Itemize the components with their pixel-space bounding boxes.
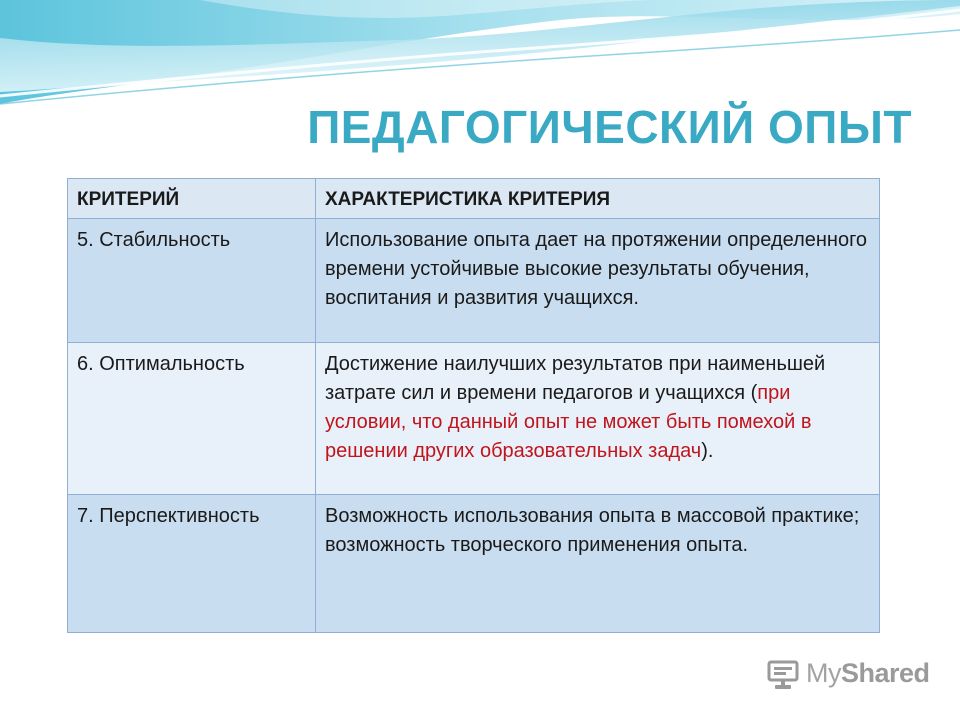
description-text: Достижение наилучших результатов при наименьшей затрате сил и времени педагогов и учащихся ( [325, 353, 826, 404]
description-cell [316, 343, 880, 495]
description-text-end: ). [701, 440, 714, 462]
description-cell: Возможность использования опыта в массовой практике; возможность творческого применения опыта. [316, 495, 880, 633]
table-header-row [68, 179, 880, 219]
myshared-watermark [766, 655, 930, 695]
watermark-text: MyShared [806, 658, 930, 688]
criterion-cell: 6. Оптимальность [68, 343, 316, 495]
description-cell: Использование опыта дает на протяжении определенного времени устойчивые высокие результаты обучения, воспитания и развития учащихся. [316, 219, 880, 343]
slide-title: ПЕДАГОГИЧЕСКИЙ ОПЫТ [307, 101, 912, 153]
criterion-cell: 5. Стабильность [68, 219, 316, 343]
header-characteristic: ХАРАКТЕРИСТИКА КРИТЕРИЯ [316, 179, 880, 219]
decorative-waves [0, 0, 960, 110]
presentation-board-icon [766, 658, 800, 692]
highlighted-condition: при условии, что данный опыт не может быть помехой в решении других образовательных задач [325, 382, 812, 462]
criteria-table [67, 178, 880, 633]
table-row [68, 219, 880, 343]
header-criterion: КРИТЕРИЙ [68, 179, 316, 219]
criterion-cell: 7. Перспективность [68, 495, 316, 633]
table-row [68, 343, 880, 495]
table-row [68, 495, 880, 633]
